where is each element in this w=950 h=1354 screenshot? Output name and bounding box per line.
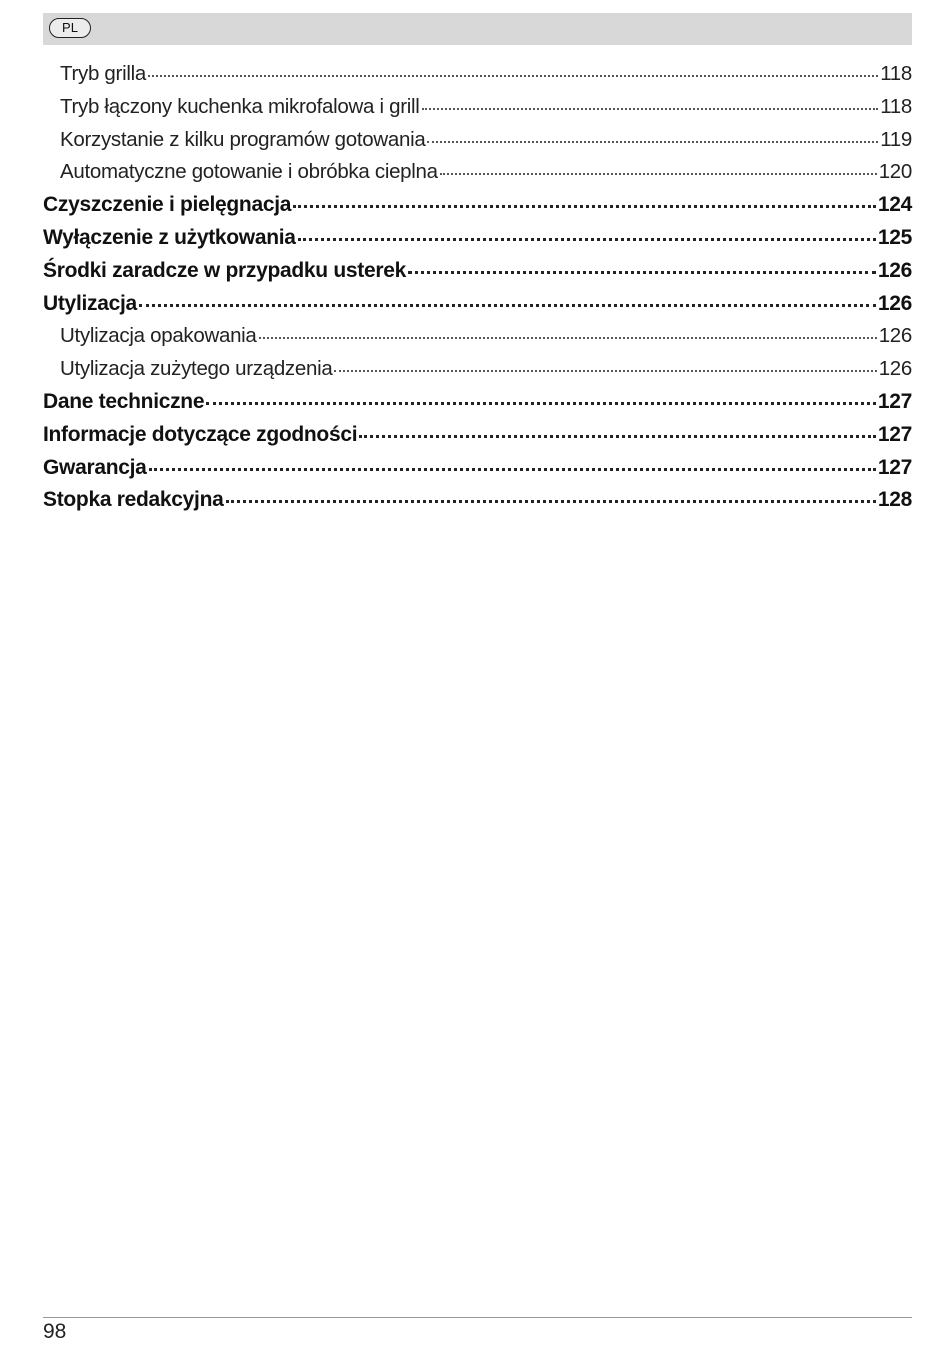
- toc-entry[interactable]: [43, 62, 912, 95]
- toc-entry-page: 125: [877, 225, 912, 249]
- toc-entry-page: 126: [877, 291, 912, 315]
- toc-entry-page: 127: [877, 422, 912, 446]
- toc-entry-page: 118: [880, 94, 912, 118]
- toc-entry-page: 126: [878, 324, 912, 348]
- toc-entry-title: Wyłączenie z użytkowania: [43, 225, 296, 249]
- toc-entry-title: Stopka redakcyjna: [43, 488, 224, 512]
- toc-leader-dots: [427, 141, 878, 143]
- toc-entry-page: 118: [880, 62, 912, 85]
- language-header-bar: [43, 13, 912, 45]
- toc-leader-dots: [293, 205, 876, 208]
- toc-leader-dots: [206, 402, 876, 405]
- toc-entry-page: 119: [880, 127, 912, 151]
- toc-entry[interactable]: [43, 488, 912, 521]
- toc-entry-title: Utylizacja opakowania: [60, 324, 257, 348]
- toc-entry[interactable]: [43, 324, 912, 357]
- toc-leader-dots: [334, 370, 876, 372]
- footer-divider: [43, 1317, 912, 1318]
- toc-entry-title: Tryb łączony kuchenka mikrofalowa i grill: [60, 94, 420, 118]
- toc-leader-dots: [408, 271, 876, 274]
- toc-entry[interactable]: [43, 128, 912, 161]
- toc-entry[interactable]: [43, 456, 912, 489]
- toc-leader-dots: [226, 500, 876, 503]
- toc-entry-title: Dane techniczne: [43, 389, 205, 413]
- toc-entry[interactable]: [43, 423, 912, 456]
- toc-leader-dots: [149, 468, 876, 471]
- toc-leader-dots: [440, 173, 877, 175]
- toc-entry[interactable]: [43, 292, 912, 325]
- page-number: 98: [43, 1320, 67, 1343]
- toc-entry[interactable]: [43, 357, 912, 390]
- toc-entry-page: 128: [877, 488, 912, 512]
- toc-entry-page: 126: [877, 258, 912, 282]
- toc-entry-title: Automatyczne gotowanie i obróbka cieplna: [60, 160, 438, 184]
- toc-entry-title: Korzystanie z kilku programów gotowania: [60, 127, 426, 151]
- toc-entry-title: Środki zaradcze w przypadku usterek: [43, 258, 406, 282]
- toc-entry-title: Utylizacja zużytego urządzenia: [60, 357, 333, 381]
- toc-entry[interactable]: [43, 226, 912, 259]
- toc-leader-dots: [259, 337, 877, 339]
- toc-entry-page: 120: [878, 160, 912, 184]
- toc-leader-dots: [148, 75, 878, 77]
- toc-entry-title: Tryb grilla: [60, 62, 146, 85]
- toc-entry-page: 127: [877, 389, 912, 413]
- toc-entry[interactable]: [43, 390, 912, 423]
- toc-entry[interactable]: [43, 160, 912, 193]
- language-badge: PL: [49, 18, 91, 38]
- toc-entry[interactable]: [43, 193, 912, 226]
- toc-entry-page: 127: [877, 455, 912, 479]
- toc-leader-dots: [298, 238, 876, 241]
- toc-entry-title: Gwarancja: [43, 455, 147, 479]
- toc-entry-title: Utylizacja: [43, 291, 137, 315]
- toc-leader-dots: [422, 108, 879, 110]
- toc-leader-dots: [359, 435, 876, 438]
- toc-entry-title: Czyszczenie i pielęgnacja: [43, 193, 292, 217]
- toc-entry-page: 126: [878, 357, 912, 381]
- toc-entry-title: Informacje dotyczące zgodności: [43, 422, 358, 446]
- toc-entry[interactable]: [43, 95, 912, 128]
- toc-leader-dots: [139, 304, 876, 307]
- toc-entry[interactable]: [43, 259, 912, 292]
- table-of-contents: [43, 62, 912, 521]
- toc-entry-page: 124: [877, 193, 912, 217]
